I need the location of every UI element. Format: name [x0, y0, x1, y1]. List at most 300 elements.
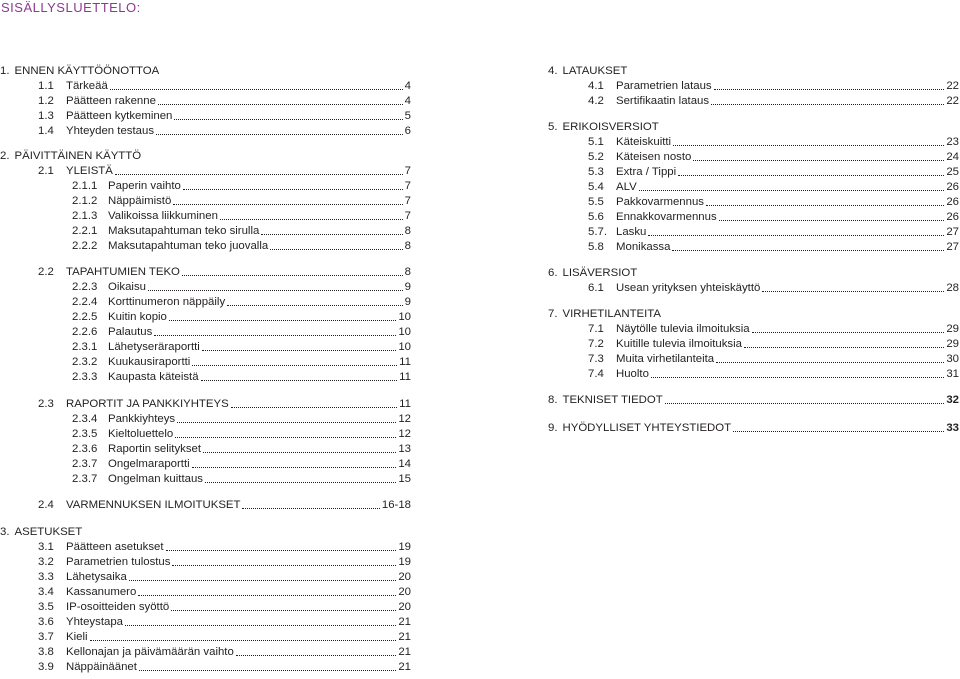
toc-page-number: 10 [398, 326, 411, 338]
toc-dot-leader [203, 452, 396, 453]
toc-entry-number: 1.4 [38, 125, 54, 137]
toc-page-number: 8 [404, 240, 411, 252]
toc-entry [72, 369, 411, 384]
toc-dot-leader [90, 640, 397, 641]
toc-entry [72, 309, 411, 324]
toc-entry [38, 123, 411, 138]
toc-entry-text: Kaupasta käteistä [108, 371, 199, 383]
toc-dot-leader [231, 407, 397, 408]
toc-entry-number: 3.3 [38, 571, 54, 583]
toc-dot-leader [205, 482, 396, 483]
toc-entry-number: 5.3 [588, 166, 604, 178]
toc-entry-text: Päätteen asetukset [66, 541, 164, 553]
toc-entry-text: ENNEN KÄYTTÖÖNOTTOA [14, 65, 160, 77]
toc-entry-text: Parametrien tulostus [66, 556, 171, 568]
toc-page-number: 4 [404, 95, 411, 107]
toc-entry-label [548, 394, 664, 407]
toc-entry [548, 392, 959, 407]
toc-entry [588, 149, 959, 164]
toc-entry-label [588, 353, 715, 366]
toc-entry-text: Näytölle tulevia ilmoituksia [616, 323, 750, 335]
toc-entry-text: Kuitille tulevia ilmoituksia [616, 338, 742, 350]
toc-entry-text: Pakkovarmennus [616, 196, 705, 208]
toc-entry-label [72, 356, 191, 369]
toc-entry-label [72, 443, 202, 456]
toc-entry-number: 2.1 [38, 165, 54, 177]
toc-page-number: 7 [404, 210, 411, 222]
toc-dot-leader [183, 189, 403, 190]
toc-entry [588, 78, 959, 93]
toc-entry-number: 5.4 [588, 181, 604, 193]
toc-entry [72, 208, 411, 223]
toc-entry-text: Ongelman kuittaus [108, 473, 203, 485]
toc-entry [72, 426, 411, 441]
toc-page-number: 21 [398, 646, 411, 658]
toc-dot-leader [115, 174, 403, 175]
toc-dot-leader [182, 275, 403, 276]
toc-entry [38, 599, 411, 614]
toc-entry [588, 194, 959, 209]
toc-entry-label [38, 398, 230, 411]
toc-page-number: 27 [946, 241, 959, 253]
toc-entry-number: 1.2 [38, 95, 54, 107]
toc-entry-text: Kieltoluettelo [108, 428, 174, 440]
toc-entry-number: 4. [548, 65, 558, 77]
toc-entry [38, 264, 411, 279]
toc-entry-text: Ongelmaraportti [108, 458, 190, 470]
toc-entry [588, 179, 959, 194]
toc-entry-label [38, 95, 157, 108]
toc-dot-leader [177, 422, 396, 423]
toc-entry-label [0, 526, 83, 539]
toc-dot-leader [138, 595, 396, 596]
toc-dot-leader [711, 104, 944, 105]
toc-entry-number: 3.1 [38, 541, 54, 553]
toc-entry-number: 4.1 [588, 80, 604, 92]
toc-entry-label [588, 282, 761, 295]
toc-entry [38, 614, 411, 629]
toc-page-number: 12 [398, 413, 411, 425]
toc-entry [588, 134, 959, 149]
toc-entry-number: 3.7 [38, 631, 54, 643]
toc-entry-label [38, 110, 173, 123]
toc-dot-leader [270, 249, 402, 250]
toc-entry [588, 280, 959, 295]
toc-entry [548, 306, 959, 321]
toc-entry-label [38, 165, 114, 178]
toc-entry-text: TEKNISET TIEDOT [562, 394, 663, 406]
toc-entry-label [72, 311, 168, 324]
toc-entry-text: Pankkiyhteys [108, 413, 176, 425]
toc-entry-text: Huolto [616, 368, 649, 380]
toc-page-number: 19 [398, 541, 411, 553]
toc-entry-text: TAPAHTUMIEN TEKO [66, 266, 180, 278]
toc-entry-text: Käteisen nosto [616, 151, 692, 163]
toc-entry-number: 7.3 [588, 353, 604, 365]
toc-entry-label [72, 473, 204, 486]
toc-entry-text: ASETUKSET [14, 526, 83, 538]
toc-entry-number: 2.3.1 [72, 341, 98, 353]
toc-entry-label [72, 180, 182, 193]
toc-entry-label [38, 499, 241, 512]
toc-entry-text: Lähetyseräraportti [108, 341, 200, 353]
toc-page-number: 14 [398, 458, 411, 470]
toc-entry [72, 456, 411, 471]
toc-page-number: 15 [398, 473, 411, 485]
toc-page-number: 8 [404, 225, 411, 237]
toc-entry [72, 411, 411, 426]
toc-entry-number: 2.1.2 [72, 195, 98, 207]
toc-page-number: 11 [399, 356, 411, 368]
toc-entry-number: 2.3.3 [72, 371, 98, 383]
toc-dot-leader [714, 89, 945, 90]
toc-entry-text: Yhteyden testaus [66, 125, 155, 137]
toc-dot-leader [242, 508, 379, 509]
toc-entry [588, 239, 959, 254]
toc-entry-text: Korttinumeron näppäily [108, 296, 226, 308]
toc-entry-label [588, 80, 713, 93]
toc-page-number: 21 [398, 616, 411, 628]
toc-page-number: 4 [404, 80, 411, 92]
toc-dot-leader [172, 565, 396, 566]
toc-entry-number: 2.2.2 [72, 240, 98, 252]
toc-entry-label [38, 541, 165, 554]
toc-entry-number: 2.2 [38, 266, 54, 278]
toc-entry [588, 93, 959, 108]
toc-entry-number: 7.4 [588, 368, 604, 380]
toc-dot-leader [220, 219, 403, 220]
toc-entry-label [38, 80, 109, 93]
toc-entry-number: 2.2.3 [72, 281, 98, 293]
toc-entry [38, 93, 411, 108]
toc-entry-label [72, 371, 200, 384]
toc-entry-number: 2.3.2 [72, 356, 98, 368]
toc-entry-label [588, 136, 672, 149]
toc-entry-number: 1. [0, 65, 10, 77]
toc-entry [38, 659, 411, 674]
toc-entry [0, 63, 411, 78]
toc-entry [588, 351, 959, 366]
toc-dot-leader [752, 332, 945, 333]
toc-dot-leader [139, 670, 396, 671]
toc-entry-label [38, 266, 181, 279]
toc-dot-leader [762, 291, 944, 292]
toc-entry-label [0, 65, 160, 78]
toc-entry-number: 2.3.6 [72, 443, 98, 455]
toc-page-number: 9 [404, 281, 411, 293]
toc-page-number: 29 [946, 323, 959, 335]
toc-entry-text: Usean yrityksen yhteiskäyttö [616, 282, 761, 294]
toc-entry-label [548, 267, 638, 280]
toc-dot-leader [201, 380, 398, 381]
toc-entry-label [588, 211, 718, 224]
toc-page-number: 33 [946, 422, 959, 434]
toc-page-number: 12 [398, 428, 411, 440]
toc-entry-number: 1.3 [38, 110, 54, 122]
toc-entry-text: ALV [616, 181, 637, 193]
toc-dot-leader [175, 437, 396, 438]
toc-entry-label [72, 341, 201, 354]
toc-entry-number: 7. [548, 308, 558, 320]
toc-entry-number: 3.5 [38, 601, 54, 613]
toc-entry [38, 78, 411, 93]
toc-dot-leader [156, 134, 403, 135]
toc-entry [588, 224, 959, 239]
toc-entry [38, 644, 411, 659]
toc-entry-number: 2. [0, 150, 10, 162]
toc-entry-text: Parametrien lataus [616, 80, 712, 92]
toc-entry-label [588, 241, 671, 254]
toc-page-number: 11 [399, 398, 411, 410]
toc-entry-text: Ennakkovarmennus [616, 211, 717, 223]
toc-entry-number: 7.1 [588, 323, 604, 335]
toc-entry-label [588, 181, 638, 194]
toc-entry-text: Kellonajan ja päivämäärän vaihto [66, 646, 234, 658]
toc-entry-label [588, 323, 751, 336]
toc-entry [72, 294, 411, 309]
toc-dot-leader [678, 175, 944, 176]
toc-title: SISÄLLYSLUETTELO: [1, 0, 141, 15]
toc-entry-text: Lähetysaika [66, 571, 127, 583]
toc-entry-text: Extra / Tippi [616, 166, 677, 178]
toc-entry-text: Näppäinäänet [66, 661, 137, 673]
toc-entry [38, 108, 411, 123]
toc-entry [588, 366, 959, 381]
toc-entry-text: Maksutapahtuman teko juovalla [108, 240, 269, 252]
toc-entry-number: 5.7. [588, 226, 607, 238]
toc-entry-number: 3.9 [38, 661, 54, 673]
toc-entry [38, 497, 411, 512]
toc-entry-text: Kieli [66, 631, 88, 643]
toc-entry [548, 420, 959, 435]
toc-dot-leader [648, 235, 944, 236]
toc-entry [38, 584, 411, 599]
toc-page-number: 23 [946, 136, 959, 148]
toc-entry-label [38, 661, 138, 674]
toc-entry-text: Monikassa [616, 241, 671, 253]
toc-entry [72, 441, 411, 456]
toc-entry-text: Tärkeää [66, 80, 108, 92]
toc-entry-number: 4.2 [588, 95, 604, 107]
toc-entry-label [38, 631, 89, 644]
toc-entry-text: VIRHETILANTEITA [562, 308, 662, 320]
toc-entry-label [0, 150, 142, 163]
toc-entry [0, 148, 411, 163]
toc-entry [588, 209, 959, 224]
toc-page-number: 7 [404, 165, 411, 177]
toc-entry-label [588, 338, 743, 351]
toc-entry-number: 2.2.4 [72, 296, 98, 308]
toc-entry-label [72, 413, 176, 426]
toc-entry-text: RAPORTIT JA PANKKIYHTEYS [66, 398, 229, 410]
toc-entry-number: 5.8 [588, 241, 604, 253]
toc-entry [72, 471, 411, 486]
toc-entry-label [38, 556, 171, 569]
toc-page-number: 13 [398, 443, 411, 455]
toc-entry-label [588, 368, 650, 381]
toc-entry-number: 5.1 [588, 136, 604, 148]
toc-entry-label [548, 308, 662, 321]
toc-entry-label [38, 616, 124, 629]
toc-page-number: 29 [946, 338, 959, 350]
toc-page-number: 22 [946, 80, 959, 92]
toc-entry-label [588, 226, 647, 239]
toc-dot-leader [665, 403, 945, 404]
toc-entry-number: 3.6 [38, 616, 54, 628]
toc-page-number: 32 [946, 394, 959, 406]
toc-entry-text: Maksutapahtuman teko sirulla [108, 225, 260, 237]
toc-dot-leader [110, 89, 403, 90]
toc-entry-label [72, 240, 269, 253]
toc-page-number: 26 [946, 196, 959, 208]
toc-entry-number: 2.3.5 [72, 428, 98, 440]
toc-dot-leader [639, 190, 945, 191]
toc-entry-text: Kuukausiraportti [108, 356, 191, 368]
toc-page-number: 10 [398, 311, 411, 323]
toc-entry-label [72, 296, 226, 309]
toc-dot-leader [693, 160, 944, 161]
toc-entry-number: 5.5 [588, 196, 604, 208]
toc-entry-label [548, 121, 660, 134]
toc-entry-text: Päätteen kytkeminen [66, 110, 173, 122]
toc-entry-number: 6. [548, 267, 558, 279]
toc-page-number: 26 [946, 211, 959, 223]
toc-dot-leader [192, 365, 397, 366]
toc-entry-number: 2.1.1 [72, 180, 98, 192]
toc-entry-number: 2.2.1 [72, 225, 98, 237]
toc-page-number: 26 [946, 181, 959, 193]
toc-entry-number: 2.2.6 [72, 326, 98, 338]
toc-page-number: 25 [946, 166, 959, 178]
toc-entry-number: 6.1 [588, 282, 604, 294]
toc-dot-leader [672, 250, 944, 251]
toc-entry-text: VARMENNUKSEN ILMOITUKSET [66, 499, 241, 511]
toc-entry [38, 554, 411, 569]
toc-entry [72, 279, 411, 294]
toc-entry [72, 238, 411, 253]
toc-dot-leader [171, 610, 396, 611]
toc-entry-label [72, 458, 191, 471]
toc-entry-label [38, 586, 137, 599]
toc-entry-number: 5.2 [588, 151, 604, 163]
toc-entry-label [72, 281, 147, 294]
toc-entry-text: Kassanumero [66, 586, 137, 598]
toc-entry-text: Päätteen rakenne [66, 95, 156, 107]
toc-entry [38, 396, 411, 411]
toc-dot-leader [733, 431, 944, 432]
toc-entry-text: Oikaisu [108, 281, 146, 293]
toc-dot-leader [236, 655, 397, 656]
toc-page-number: 7 [404, 180, 411, 192]
toc-entry-number: 2.3.4 [72, 413, 98, 425]
toc-entry [588, 336, 959, 351]
toc-dot-leader [227, 305, 403, 306]
toc-entry-text: Palautus [108, 326, 153, 338]
toc-entry [72, 339, 411, 354]
toc-entry-number: 2.1.3 [72, 210, 98, 222]
toc-dot-leader [651, 377, 944, 378]
toc-entry-number: 2.2.5 [72, 311, 98, 323]
toc-entry-label [588, 196, 705, 209]
toc-entry [38, 163, 411, 178]
toc-dot-leader [719, 220, 945, 221]
toc-page-number: 6 [404, 125, 411, 137]
toc-page-number: 7 [404, 195, 411, 207]
toc-entry-text: HYÖDYLLISET YHTEYSTIEDOT [562, 422, 732, 434]
toc-dot-leader [173, 204, 402, 205]
toc-entry-text: Paperin vaihto [108, 180, 181, 192]
toc-entry-label [72, 195, 172, 208]
toc-entry-text: Sertifikaatin lataus [616, 95, 710, 107]
toc-entry [72, 193, 411, 208]
toc-page-number: 30 [946, 353, 959, 365]
toc-entry-text: Kuitin kopio [108, 311, 167, 323]
toc-entry-text: ERIKOISVERSIOT [562, 121, 659, 133]
toc-entry [548, 265, 959, 280]
toc-entry-number: 2.4 [38, 499, 54, 511]
toc-entry [72, 324, 411, 339]
toc-entry-number: 3.2 [38, 556, 54, 568]
toc-entry-label [38, 571, 128, 584]
toc-entry-number: 2.3.7 [72, 458, 98, 470]
toc-page-number: 20 [398, 601, 411, 613]
toc-entry-label [588, 151, 692, 164]
toc-entry-number: 3.8 [38, 646, 54, 658]
toc-entry-text: Valikoissa liikkuminen [108, 210, 218, 222]
toc-entry-number: 8. [548, 394, 558, 406]
toc-dot-leader [148, 290, 403, 291]
toc-entry-text: Käteiskuitti [616, 136, 672, 148]
toc-dot-leader [158, 104, 403, 105]
toc-page-number: 21 [398, 631, 411, 643]
toc-entry-text: PÄIVITTÄINEN KÄYTTÖ [14, 150, 142, 162]
toc-entry-text: Lasku [616, 226, 647, 238]
toc-dot-leader [716, 362, 944, 363]
toc-page-number: 19 [398, 556, 411, 568]
toc-entry-text: YLEISTÄ [66, 165, 113, 177]
toc-page-number: 28 [946, 282, 959, 294]
toc-entry-number: 2.3 [38, 398, 54, 410]
toc-page-number: 8 [404, 266, 411, 278]
toc-page-number: 20 [398, 586, 411, 598]
toc-entry-number: 2.3.7 [72, 473, 98, 485]
toc-entry-label [548, 422, 732, 435]
toc-entry [38, 539, 411, 554]
toc-entry-number: 5. [548, 121, 558, 133]
toc-entry-label [588, 166, 677, 179]
toc-dot-leader [125, 625, 396, 626]
toc-entry [588, 321, 959, 336]
toc-page-number: 31 [946, 368, 959, 380]
toc-entry-text: Raportin selitykset [108, 443, 202, 455]
toc-page-number: 21 [398, 661, 411, 673]
toc-dot-leader [706, 205, 944, 206]
toc-entry-number: 3. [0, 526, 10, 538]
toc-page-number: 16-18 [381, 499, 411, 511]
toc-entry [548, 63, 959, 78]
toc-dot-leader [174, 119, 402, 120]
toc-page-number: 11 [399, 371, 411, 383]
toc-entry-number: 5.6 [588, 211, 604, 223]
toc-page-number: 5 [404, 110, 411, 122]
toc-entry-number: 1.1 [38, 80, 54, 92]
toc-dot-leader [202, 350, 397, 351]
toc-entry-text: LISÄVERSIOT [562, 267, 638, 279]
toc-dot-leader [744, 347, 944, 348]
toc-entry-number: 3.4 [38, 586, 54, 598]
toc-entry-label [72, 225, 260, 238]
toc-entry-text: Näppäimistö [108, 195, 172, 207]
